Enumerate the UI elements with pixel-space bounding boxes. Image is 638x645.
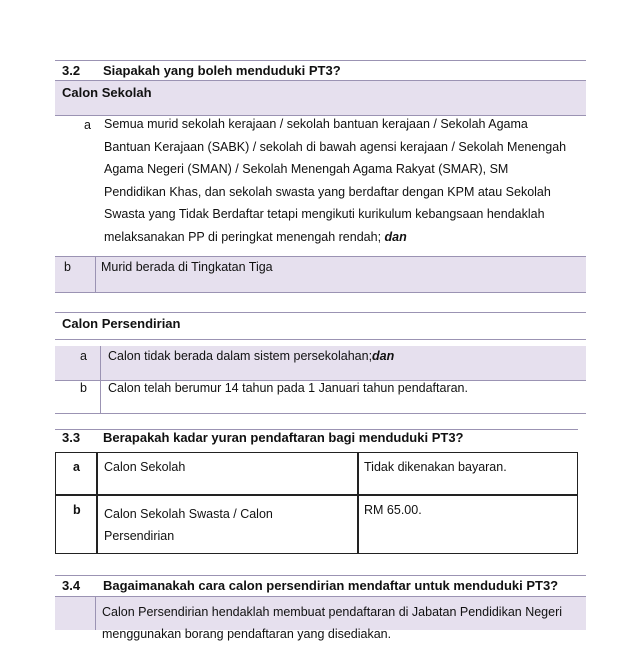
item-b-text: Murid berada di Tingkatan Tiga — [101, 260, 273, 274]
item-letter: a — [80, 349, 87, 363]
section-number: 3.4 — [62, 578, 81, 593]
calon-persendirian-label: Calon Persendirian — [62, 316, 181, 331]
table-cell-category: Calon Sekolah — [104, 460, 186, 474]
answer-text — [102, 601, 586, 641]
section-number: 3.3 — [62, 430, 81, 445]
table-row-letter: b — [73, 503, 81, 517]
rule — [55, 339, 586, 340]
text-fragment: Calon tidak berada dalam sistem persekolahan; — [108, 349, 373, 363]
column-divider — [95, 597, 96, 630]
table-cell-fee: Tidak dikenakan bayaran. — [364, 460, 507, 474]
emphasis: dan — [384, 229, 407, 244]
persendirian-b-text: Calon telah berumur 14 tahun pada 1 Januari tahun pendaftaran. — [108, 381, 468, 395]
table-cell-category — [104, 503, 273, 547]
item-a-text — [104, 113, 579, 248]
section-question: Bagaimanakah cara calon persendirian mendaftar untuk menduduki PT3? — [103, 578, 559, 593]
section-number: 3.2 — [62, 63, 81, 78]
rule — [55, 575, 586, 576]
item-letter: b — [80, 381, 87, 395]
table-cell-fee: RM 65.00. — [364, 503, 422, 517]
text-line: menggunakan borang pendaftaran yang disediakan. — [102, 627, 392, 641]
persendirian-a-text — [108, 349, 394, 363]
text-line: Persendirian — [104, 529, 175, 543]
rule — [55, 256, 586, 257]
item-letter: a — [84, 118, 91, 132]
rule — [55, 312, 586, 313]
text-line: Pendidikan Khas, dan sekolah swasta yang berdaftar dengan KPM atau Sekolah — [104, 184, 551, 199]
table-divider-v — [357, 452, 359, 554]
calon-sekolah-label: Calon Sekolah — [62, 85, 152, 100]
text-line: Semua murid sekolah kerajaan / sekolah bantuan kerajaan / Sekolah Agama — [104, 117, 528, 131]
item-letter: b — [64, 260, 71, 274]
text-line — [104, 226, 579, 249]
emphasis: dan — [372, 349, 395, 363]
section-question: Siapakah yang boleh menduduki PT3? — [103, 63, 341, 78]
section-question: Berapakah kadar yuran pendaftaran bagi menduduki PT3? — [103, 430, 464, 445]
text-line: Swasta yang Tidak Berdaftar tetapi mengikuti kurikulum kebangsaan hendaklah — [104, 207, 545, 221]
rule — [55, 60, 586, 61]
text-line: Calon Persendirian hendaklah membuat pendaftaran di Jabatan Pendidikan Negeri — [102, 605, 563, 619]
text-line: Agama Negeri (SMAN) / Sekolah Menengah Agama Rakyat (SMAR), SM — [104, 162, 509, 176]
rule — [55, 292, 586, 293]
text-line: Calon Sekolah Swasta / Calon — [104, 507, 273, 521]
column-divider — [95, 256, 96, 292]
text-line: Bantuan Kerajaan (SABK) / sekolah di bawah agensi kerajaan / Sekolah Menengah — [104, 139, 567, 154]
table-divider-h — [55, 494, 578, 496]
table-row-letter: a — [73, 460, 80, 474]
table-divider-v — [96, 452, 98, 554]
rule — [55, 413, 586, 414]
text-fragment: melaksanakan PP di peringkat menengah rendah; — [104, 229, 382, 244]
